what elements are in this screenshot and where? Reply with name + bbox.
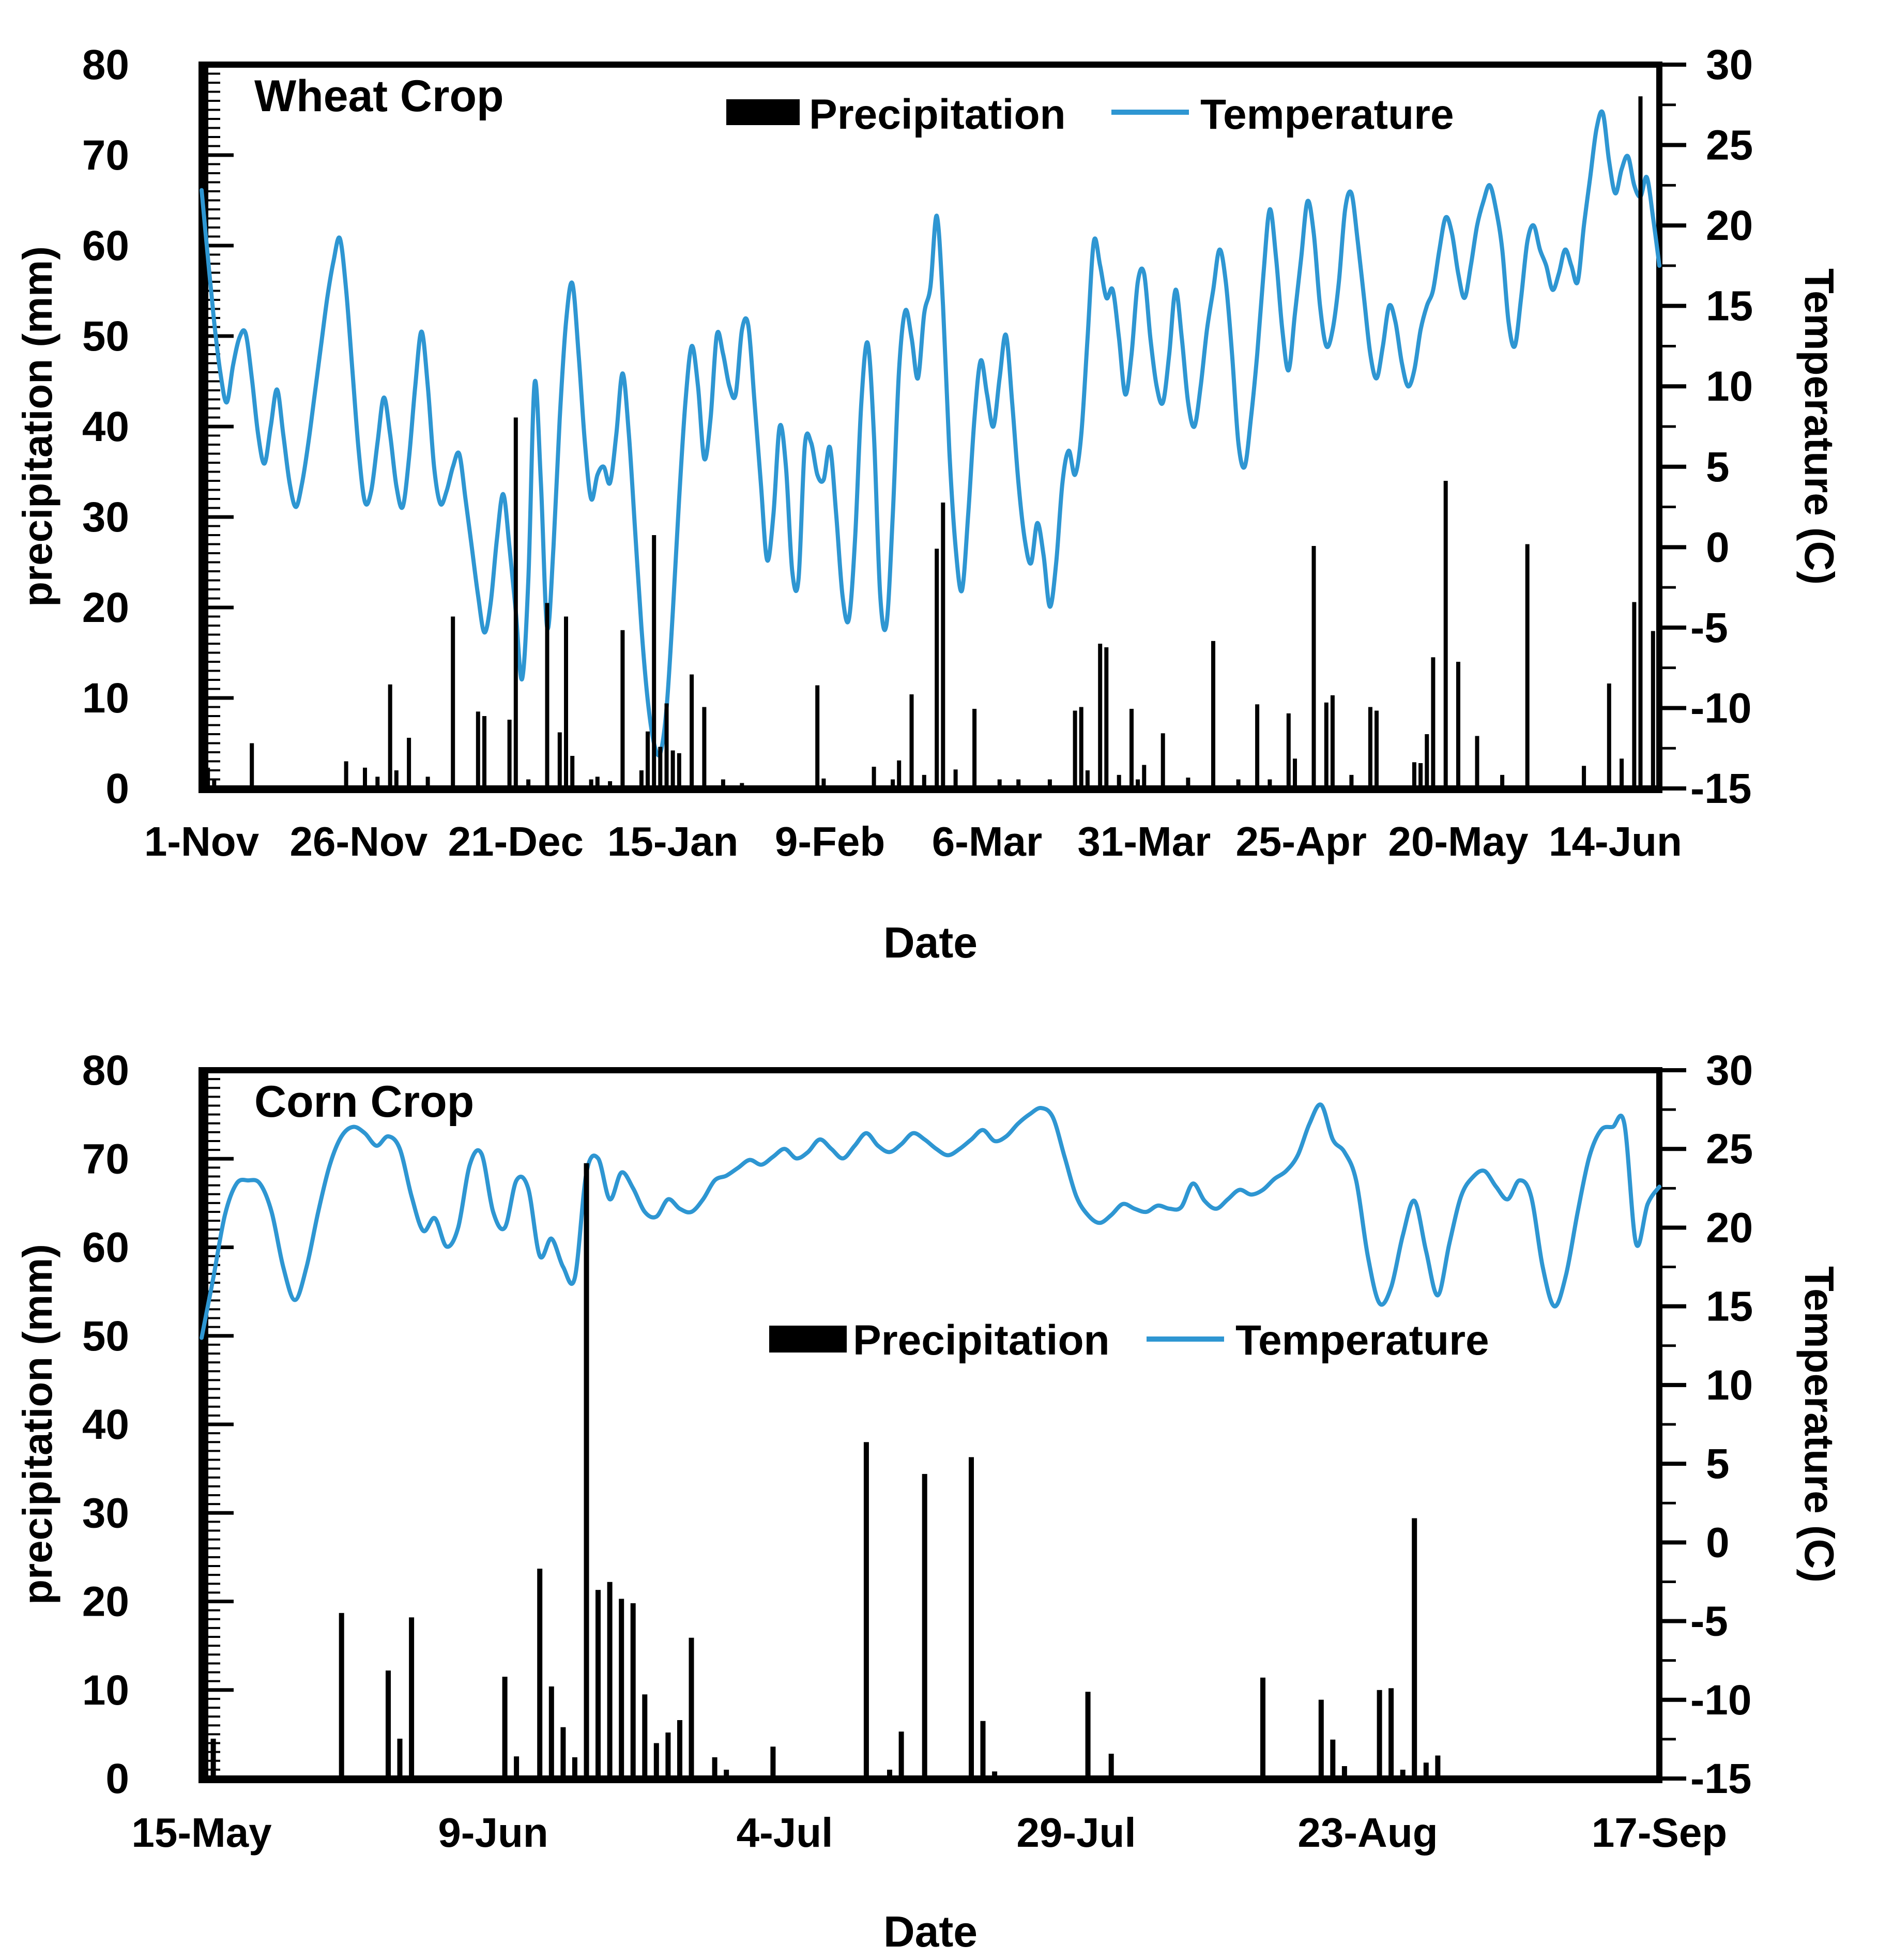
precipitation-bar	[821, 779, 826, 788]
precipitation-bar	[1142, 765, 1146, 789]
precipitation-bar	[935, 549, 939, 788]
precipitation-bar	[1117, 775, 1121, 788]
precipitation-bar	[572, 1757, 577, 1779]
y-right-tick-label: 5	[1706, 1440, 1730, 1488]
precipitation-bar	[1186, 778, 1190, 788]
precipitation-bar	[619, 1599, 624, 1779]
precipitation-bar	[671, 751, 675, 789]
precipitation-bar	[596, 777, 600, 788]
precipitation-bar	[639, 770, 644, 788]
precipitation-bar	[1287, 713, 1291, 788]
y-right-tick-label: -5	[1690, 604, 1728, 651]
precipitation-bar	[549, 1686, 554, 1779]
precipitation-bar	[584, 1163, 589, 1779]
y-right-tick-label: -15	[1690, 1755, 1752, 1802]
y-right-tick-label: 20	[1706, 1204, 1753, 1252]
y-left-tick-label: 20	[82, 584, 129, 631]
precipitation-bar	[1161, 733, 1165, 788]
y-left-tick-label: 60	[82, 222, 129, 269]
y-right-tick-label: 15	[1706, 282, 1753, 330]
y-left-tick-label: 0	[105, 765, 129, 812]
x-tick-label: 14-Jun	[1548, 818, 1682, 864]
y-right-tick-label: 15	[1706, 1283, 1753, 1330]
precipitation-bar	[476, 711, 480, 788]
y-left-tick-label: 70	[82, 132, 129, 179]
precipitation-bar	[1136, 780, 1140, 789]
legend-temperature-label: Temperature	[1235, 1317, 1489, 1364]
plot-border	[202, 65, 1659, 788]
precipitation-bar	[1016, 780, 1020, 789]
precipitation-bar	[1377, 1690, 1382, 1779]
precipitation-bar	[1048, 780, 1052, 789]
x-tick-label: 25-Apr	[1235, 818, 1367, 864]
x-tick-label: 21-Dec	[448, 818, 584, 864]
precipitation-bar	[1211, 641, 1215, 788]
precipitation-bar	[677, 1720, 682, 1779]
precipitation-bar	[1620, 758, 1624, 788]
precipitation-bar	[1424, 1763, 1429, 1779]
temperature-line	[202, 1104, 1659, 1338]
precipitation-bar	[642, 1694, 647, 1779]
precipitation-bar	[1324, 703, 1329, 788]
precipitation-bar	[409, 1617, 414, 1779]
y-right-tick-label: 20	[1706, 202, 1753, 250]
precipitation-bar	[526, 780, 530, 789]
precipitation-bar	[1582, 766, 1586, 788]
precipitation-bar	[620, 630, 624, 788]
precipitation-bar	[1073, 711, 1077, 789]
y-right-tick-label: 10	[1706, 1361, 1753, 1409]
precipitation-bar	[398, 1739, 403, 1779]
x-axis-title: Date	[883, 918, 978, 967]
precipitation-bar	[1412, 762, 1416, 788]
precipitation-bar	[344, 762, 348, 789]
y-right-tick-label: 10	[1706, 363, 1753, 411]
y-right-tick-label: 0	[1706, 524, 1730, 571]
precipitation-bar	[1104, 647, 1108, 788]
precipitation-bar	[690, 675, 694, 789]
y-right-tick-label: 25	[1706, 121, 1753, 169]
y-left-tick-label: 40	[82, 403, 129, 450]
precipitation-bar	[388, 685, 392, 788]
precipitation-bar	[981, 1721, 986, 1779]
precipitation-bar	[922, 775, 926, 788]
y-left-tick-label: 80	[82, 41, 129, 88]
precipitation-bar	[1388, 1688, 1394, 1779]
y-axis-right-title: Temperature (C)	[1796, 1266, 1842, 1583]
precipitation-bar	[872, 767, 876, 788]
precipitation-bar	[211, 1739, 216, 1779]
precipitation-bar	[1319, 1700, 1324, 1779]
y-left-tick-label: 20	[82, 1578, 129, 1625]
precipitation-bar	[992, 1771, 997, 1779]
precipitation-bar	[770, 1746, 775, 1779]
y-left-tick-label: 50	[82, 313, 129, 360]
plot-border	[202, 1070, 1659, 1779]
precipitation-bar	[545, 603, 549, 788]
precipitation-series	[206, 96, 1655, 788]
precipitation-bar	[1312, 546, 1316, 788]
x-tick-label: 20-May	[1388, 818, 1529, 864]
x-tick-label: 29-Jul	[1016, 1810, 1136, 1856]
y-right-tick-label: 30	[1706, 41, 1753, 88]
precipitation-bar	[654, 1743, 659, 1779]
precipitation-bar	[1639, 96, 1643, 788]
precipitation-bar	[665, 704, 669, 789]
precipitation-bar	[394, 770, 399, 788]
chart-title: Corn Crop	[254, 1077, 475, 1127]
y-right-tick-label: -10	[1690, 685, 1752, 732]
precipitation-bar	[631, 1603, 636, 1779]
precipitation-bar	[721, 780, 725, 789]
temperature-line	[202, 112, 1659, 755]
x-tick-label: 1-Nov	[144, 818, 259, 864]
precipitation-bar	[1444, 481, 1448, 788]
legend-precipitation-label: Precipitation	[809, 91, 1066, 138]
precipitation-bar	[1400, 1770, 1406, 1779]
precipitation-bar	[564, 617, 568, 789]
precipitation-bar	[558, 733, 562, 789]
y-right-tick-label: 0	[1706, 1519, 1730, 1567]
precipitation-bar	[677, 753, 681, 788]
y-left-tick-label: 30	[82, 494, 129, 541]
precipitation-bar	[1255, 704, 1259, 788]
precipitation-bar	[1418, 763, 1423, 788]
precipitation-bar	[1109, 1754, 1114, 1779]
precipitation-series	[211, 1163, 1441, 1779]
precipitation-bar	[1475, 736, 1479, 789]
precipitation-bar	[941, 503, 945, 788]
precipitation-bar	[815, 686, 819, 789]
precipitation-bar	[560, 1727, 566, 1779]
precipitation-bar	[954, 769, 958, 788]
precipitation-bar	[724, 1770, 729, 1779]
y-axis-right-title: Temperature (C)	[1796, 268, 1842, 585]
precipitation-bar	[1330, 1740, 1335, 1779]
precipitation-bar	[1368, 707, 1372, 789]
precipitation-bar	[1435, 1756, 1440, 1779]
x-tick-label: 9-Jun	[438, 1810, 548, 1856]
precipitation-bar	[665, 1733, 670, 1779]
precipitation-bar	[407, 738, 411, 788]
precipitation-bar	[1375, 711, 1379, 789]
precipitation-bar	[740, 783, 744, 789]
precipitation-bar	[1607, 683, 1611, 788]
x-axis-title: Date	[883, 1907, 978, 1956]
precipitation-bar	[1331, 695, 1335, 788]
precipitation-bar	[922, 1474, 927, 1779]
precipitation-bar	[514, 1756, 519, 1779]
precipitation-bar	[712, 1757, 717, 1779]
y-left-tick-label: 40	[82, 1401, 129, 1448]
precipitation-bar	[1260, 1678, 1265, 1779]
precipitation-bar	[1500, 775, 1504, 788]
precipitation-bar	[1268, 780, 1272, 789]
chart-title: Wheat Crop	[254, 71, 504, 121]
y-right-tick-label: 5	[1706, 443, 1730, 491]
precipitation-bar	[514, 418, 518, 789]
y-left-tick-label: 70	[82, 1135, 129, 1183]
precipitation-bar	[969, 1457, 974, 1779]
precipitation-bar	[451, 617, 455, 789]
precipitation-bar	[1651, 631, 1655, 789]
precipitation-bar	[596, 1590, 601, 1779]
x-tick-label: 17-Sep	[1591, 1810, 1728, 1856]
legend-precipitation-label: Precipitation	[853, 1317, 1110, 1364]
y-left-tick-label: 10	[82, 1666, 129, 1714]
precipitation-bar	[570, 756, 574, 788]
corn-crop-chart	[0, 1013, 1878, 1960]
precipitation-bar	[1236, 780, 1241, 789]
precipitation-bar	[899, 1731, 904, 1779]
x-tick-label: 9-Feb	[774, 818, 885, 864]
x-tick-label: 6-Mar	[932, 818, 1043, 864]
precipitation-bar	[1456, 662, 1460, 788]
x-tick-label: 4-Jul	[736, 1810, 833, 1856]
precipitation-bar	[1349, 775, 1353, 788]
precipitation-bar	[1412, 1518, 1417, 1779]
y-right-tick-label: -5	[1690, 1598, 1728, 1645]
precipitation-bar	[972, 709, 976, 788]
y-left-tick-label: 80	[82, 1047, 129, 1094]
precipitation-bar	[206, 768, 210, 788]
precipitation-bar	[887, 1770, 892, 1779]
legend-precipitation-swatch	[726, 99, 800, 125]
precipitation-bar	[1632, 602, 1636, 789]
precipitation-bar	[363, 768, 367, 788]
precipitation-bar	[658, 747, 662, 789]
x-tick-label: 15-May	[131, 1810, 272, 1856]
x-tick-label: 23-Aug	[1297, 1810, 1438, 1856]
x-tick-label: 15-Jan	[607, 818, 739, 864]
precipitation-bar	[1431, 657, 1435, 788]
precipitation-bar	[1079, 707, 1083, 789]
precipitation-bar	[508, 720, 512, 788]
precipitation-bar	[864, 1442, 869, 1779]
precipitation-bar	[589, 780, 593, 789]
y-right-tick-label: -10	[1690, 1676, 1752, 1724]
precipitation-bar	[1425, 734, 1429, 788]
precipitation-bar	[689, 1638, 694, 1779]
precipitation-bar	[702, 707, 706, 789]
precipitation-bar	[1086, 1692, 1091, 1779]
precipitation-bar	[998, 780, 1002, 789]
precipitation-bar	[250, 743, 254, 789]
x-tick-label: 26-Nov	[289, 818, 428, 864]
y-left-tick-label: 60	[82, 1224, 129, 1271]
y-left-tick-label: 0	[105, 1755, 129, 1802]
precipitation-bar	[891, 780, 895, 789]
y-left-tick-label: 50	[82, 1312, 129, 1360]
y-left-tick-label: 10	[82, 675, 129, 722]
y-right-tick-label: 30	[1706, 1047, 1753, 1094]
precipitation-bar	[375, 777, 379, 788]
precipitation-bar	[482, 716, 486, 788]
y-axis-left-title: precipitation (mm)	[14, 1244, 60, 1605]
precipitation-bar	[502, 1677, 508, 1779]
precipitation-bar	[607, 1582, 613, 1779]
precipitation-bar	[897, 761, 901, 788]
y-right-tick-label: -15	[1690, 765, 1752, 812]
legend-precipitation-swatch	[769, 1326, 847, 1353]
precipitation-bar	[1293, 758, 1297, 788]
precipitation-bar	[339, 1613, 344, 1779]
precipitation-bar	[212, 780, 216, 789]
precipitation-bar	[386, 1670, 391, 1779]
y-right-tick-label: 25	[1706, 1126, 1753, 1173]
legend-temperature-label: Temperature	[1200, 91, 1454, 138]
precipitation-bar	[1098, 644, 1102, 788]
precipitation-bar	[426, 777, 430, 788]
x-tick-label: 31-Mar	[1077, 818, 1211, 864]
precipitation-bar	[910, 694, 914, 788]
precipitation-bar	[537, 1569, 542, 1779]
precipitation-bar	[1342, 1766, 1347, 1779]
precipitation-bar	[1525, 544, 1530, 789]
precipitation-bar	[652, 535, 656, 788]
precipitation-bar	[1086, 770, 1090, 788]
precipitation-bar	[646, 732, 650, 788]
y-left-tick-label: 30	[82, 1490, 129, 1537]
y-axis-left-title: precipitation (mm)	[14, 246, 60, 607]
precipitation-bar	[1129, 709, 1134, 788]
precipitation-bar	[608, 781, 612, 788]
